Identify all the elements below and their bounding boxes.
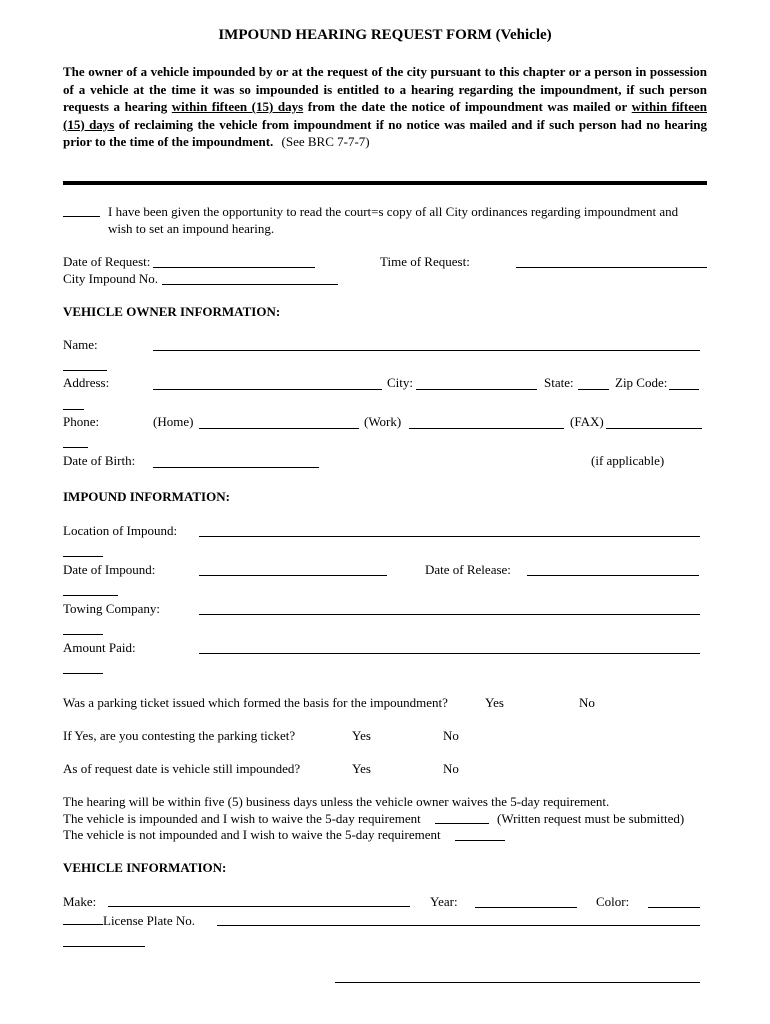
state-field[interactable] bbox=[578, 375, 609, 390]
phone-label: Phone: bbox=[63, 414, 100, 429]
bottom-blank-line[interactable] bbox=[335, 968, 700, 983]
license-plate-initials-field[interactable] bbox=[63, 910, 103, 925]
city-impound-no-field[interactable] bbox=[162, 270, 338, 285]
city-label: City: bbox=[387, 375, 414, 390]
intro-text: requests a hearing bbox=[63, 99, 168, 114]
owner-section-heading: VEHICLE OWNER INFORMATION: bbox=[63, 304, 281, 319]
parking-ticket-no-option[interactable]: No bbox=[579, 695, 595, 710]
amount-paid-label: Amount Paid: bbox=[63, 640, 136, 655]
parking-ticket-yes-option[interactable]: Yes bbox=[485, 695, 504, 710]
intro-line: of a vehicle at the time it was so impounded is entitled to a hearing regarding the impoundment, if such person bbox=[63, 81, 707, 97]
deadline-underlined-text: (15) days bbox=[63, 116, 115, 132]
name-field[interactable] bbox=[153, 336, 700, 351]
intro-text: prior to the time of the impoundment. bbox=[63, 134, 274, 149]
deadline-underlined-text: within fifteen bbox=[631, 99, 707, 114]
intro-line: The owner of a vehicle impounded by or at the request of the city pursuant to this chapter or a person in possession bbox=[63, 64, 707, 79]
location-of-impound-field[interactable] bbox=[199, 522, 700, 537]
blank-line-continuation bbox=[63, 595, 118, 596]
still-impounded-question: As of request date is vehicle still impounded? bbox=[63, 761, 301, 776]
date-of-request-field[interactable] bbox=[153, 253, 315, 268]
color-field[interactable] bbox=[648, 893, 700, 908]
date-of-birth-label: Date of Birth: bbox=[63, 453, 136, 468]
zip-code-field[interactable] bbox=[669, 375, 699, 390]
address-field[interactable] bbox=[153, 375, 382, 390]
date-of-birth-field[interactable] bbox=[153, 453, 319, 468]
work-phone-label: (Work) bbox=[364, 414, 402, 429]
code-reference: (See BRC 7-7-7) bbox=[281, 134, 370, 149]
date-of-release-field[interactable] bbox=[527, 561, 699, 576]
blank-line-continuation bbox=[63, 409, 84, 410]
contesting-ticket-no-option[interactable]: No bbox=[443, 728, 459, 743]
section-divider-rule bbox=[63, 181, 707, 185]
waive-not-impounded-field[interactable] bbox=[455, 826, 505, 841]
year-label: Year: bbox=[430, 894, 458, 909]
hearing-notice-text: The hearing will be within five (5) business days unless the vehicle owner waives the 5-day requirement. bbox=[63, 794, 610, 809]
make-field[interactable] bbox=[108, 892, 410, 907]
acknowledgement-text: wish to set an impound hearing. bbox=[108, 221, 275, 236]
intro-paragraph bbox=[63, 63, 707, 151]
parking-ticket-question: Was a parking ticket issued which formed the basis for the impoundment? bbox=[63, 695, 448, 710]
amount-paid-field[interactable] bbox=[199, 639, 700, 654]
blank-line-continuation bbox=[63, 673, 103, 674]
name-label: Name: bbox=[63, 337, 98, 352]
acknowledgement-text: I have been given the opportunity to read the court=s copy of all City ordinances regarding impoundment and bbox=[108, 204, 679, 219]
acknowledgement-initials-field[interactable] bbox=[63, 202, 100, 217]
vehicle-section-heading: VEHICLE INFORMATION: bbox=[63, 860, 227, 875]
blank-line-continuation bbox=[63, 447, 88, 448]
blank-line-continuation bbox=[63, 634, 103, 635]
blank-line-continuation bbox=[63, 556, 103, 557]
impound-section-heading: IMPOUND INFORMATION: bbox=[63, 489, 230, 504]
blank-line-continuation bbox=[63, 370, 107, 371]
city-field[interactable] bbox=[416, 375, 537, 390]
date-of-impound-label: Date of Impound: bbox=[63, 562, 156, 577]
date-of-release-label: Date of Release: bbox=[425, 562, 511, 577]
license-plate-field[interactable] bbox=[217, 911, 700, 926]
city-impound-no-label: City Impound No. bbox=[63, 271, 158, 286]
still-impounded-yes-option[interactable]: Yes bbox=[352, 761, 371, 776]
deadline-underlined-text: within fifteen (15) days bbox=[171, 99, 304, 114]
location-of-impound-label: Location of Impound: bbox=[63, 523, 178, 538]
contesting-ticket-yes-option[interactable]: Yes bbox=[352, 728, 371, 743]
waive-impounded-text: The vehicle is impounded and I wish to waive the 5-day requirement bbox=[63, 811, 421, 826]
contesting-ticket-question: If Yes, are you contesting the parking ticket? bbox=[63, 728, 296, 743]
blank-line-continuation bbox=[63, 946, 145, 947]
written-request-note: (Written request must be submitted) bbox=[497, 811, 685, 826]
still-impounded-no-option[interactable]: No bbox=[443, 761, 459, 776]
intro-line bbox=[63, 98, 707, 116]
date-of-request-label: Date of Request: bbox=[63, 254, 151, 269]
waive-not-impounded-text: The vehicle is not impounded and I wish to waive the 5-day requirement bbox=[63, 827, 441, 842]
make-label: Make: bbox=[63, 894, 97, 909]
time-of-request-label: Time of Request: bbox=[380, 254, 470, 269]
address-label: Address: bbox=[63, 375, 110, 390]
time-of-request-field[interactable] bbox=[516, 253, 707, 268]
home-phone-field[interactable] bbox=[199, 414, 359, 429]
intro-line bbox=[63, 116, 707, 134]
date-of-impound-field[interactable] bbox=[199, 561, 387, 576]
form-title: IMPOUND HEARING REQUEST FORM (Vehicle) bbox=[218, 27, 552, 43]
fax-field[interactable] bbox=[606, 414, 702, 429]
towing-company-label: Towing Company: bbox=[63, 601, 160, 616]
waive-impounded-field[interactable] bbox=[435, 809, 489, 824]
if-applicable-note: (if applicable) bbox=[591, 453, 665, 468]
state-label: State: bbox=[544, 375, 574, 390]
intro-line bbox=[63, 133, 707, 151]
intro-text: of reclaiming the vehicle from impoundment if no notice was mailed and if such person had no hearing bbox=[118, 116, 707, 132]
zip-code-label: Zip Code: bbox=[615, 375, 668, 390]
work-phone-field[interactable] bbox=[409, 414, 564, 429]
towing-company-field[interactable] bbox=[199, 600, 700, 615]
year-field[interactable] bbox=[475, 893, 577, 908]
intro-text: from the date the notice of impoundment was mailed or bbox=[307, 99, 628, 114]
fax-label: (FAX) bbox=[570, 414, 604, 429]
license-plate-label: License Plate No. bbox=[103, 913, 196, 928]
color-label: Color: bbox=[596, 894, 630, 909]
home-phone-label: (Home) bbox=[153, 414, 194, 429]
